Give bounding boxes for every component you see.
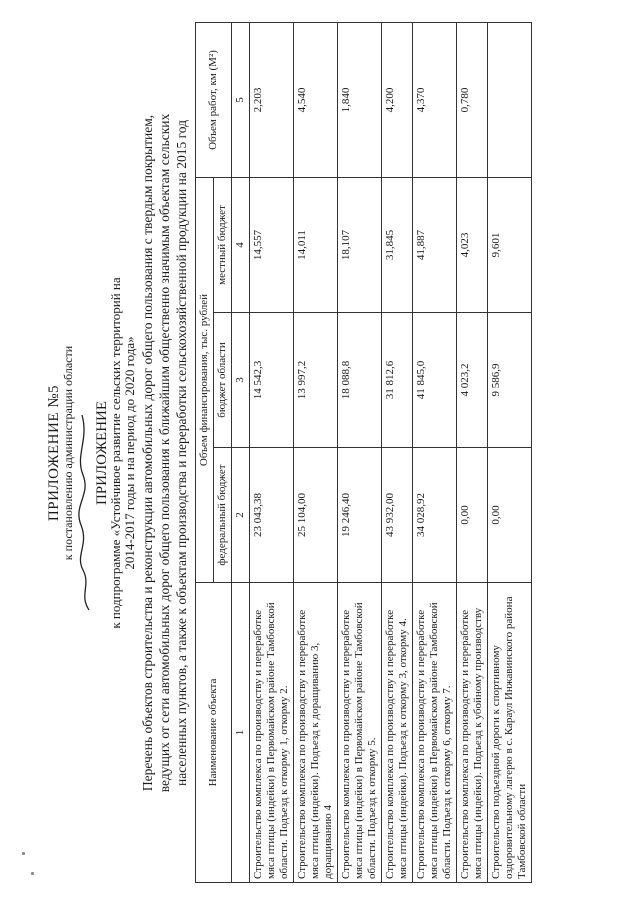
local-budget: 41,887 xyxy=(413,177,457,312)
header-federal: федеральный бюджет xyxy=(214,448,232,583)
scan-speck xyxy=(22,852,25,855)
regional-budget: 14 542,3 xyxy=(250,313,294,448)
regional-budget: 31 812,6 xyxy=(382,313,413,448)
federal-budget: 19 246,40 xyxy=(338,448,382,583)
objects-table xyxy=(195,22,532,883)
header-regional: бюджет области xyxy=(214,313,232,448)
subprogram-line-1: к подпрограмме «Устойчивое развитие сельских территорий на xyxy=(108,277,123,629)
regional-budget: 9 586,9 xyxy=(488,313,532,448)
column-number: 2 xyxy=(232,448,250,583)
federal-budget: 34 028,92 xyxy=(413,448,457,583)
table-row xyxy=(413,22,457,882)
subprogram-line-2: 2014-2017 годы и на период до 2020 года» xyxy=(122,336,137,570)
local-budget: 9,601 xyxy=(488,177,532,312)
decree-reference: к постановлению администрации области xyxy=(61,345,75,561)
column-number: 1 xyxy=(232,583,250,883)
table-row xyxy=(457,22,488,882)
regional-budget: 41 845,0 xyxy=(413,313,457,448)
object-name: Строительство подъездной дороги к спортивному оздоровительному лагерю в с. Караул Инжавинского района Тамбовской области xyxy=(488,583,532,883)
intro-line: населенных пунктов, а также к объектам производства и переработки сельскохозяйственной продукции на 2015 год xyxy=(174,120,189,787)
federal-budget: 25 104,00 xyxy=(294,448,338,583)
table-row xyxy=(382,22,413,882)
object-name: Строительство комплекса по производству и переработке мяса птицы (индейки) в Первомайском районе Тамбовской области. Подъезд к откорму 1, откорму 2. xyxy=(250,583,294,883)
local-budget: 18,107 xyxy=(338,177,382,312)
column-number: 3 xyxy=(232,313,250,448)
federal-budget: 0,00 xyxy=(457,448,488,583)
work-volume: 0,780 xyxy=(457,22,488,177)
work-volume: 4,540 xyxy=(294,22,338,177)
handwritten-signature xyxy=(77,405,93,615)
object-name: Строительство комплекса по производству и переработке мяса птицы (индейки) в Первомайском районе Тамбовской области. Подъезд к откорму 6, откорму 7. xyxy=(413,583,457,883)
regional-budget: 13 997,2 xyxy=(294,313,338,448)
table-row xyxy=(294,22,338,882)
object-name: Строительство комплекса по производству и переработке мяса птицы (индейки) в Первомайском районе Тамбовской области. Подъезд к откорму 5. xyxy=(338,583,382,883)
document-header xyxy=(47,23,137,883)
table-row xyxy=(338,22,382,882)
document-intro xyxy=(139,23,190,883)
local-budget: 14,011 xyxy=(294,177,338,312)
rotated-content xyxy=(47,23,597,883)
column-number: 4 xyxy=(232,177,250,312)
table-row xyxy=(250,22,294,882)
federal-budget: 23 043,38 xyxy=(250,448,294,583)
local-budget: 14,557 xyxy=(250,177,294,312)
intro-line: Перечень объектов строительства и реконструкции автомобильных дорог общего пользования с твердым покрытием, xyxy=(140,114,155,792)
regional-budget: 4 023,2 xyxy=(457,313,488,448)
appendix-title: ПРИЛОЖЕНИЕ xyxy=(94,400,110,506)
header-funding: Объем финансирования, тыс. рублей xyxy=(196,177,214,582)
work-volume: 1,840 xyxy=(338,22,382,177)
object-name: Строительство комплекса по производству и переработке мяса птицы (индейки). Подъезд к доращиванию 3, доращиванию 4 xyxy=(294,583,338,883)
header-object-name: Наименование объекта xyxy=(196,583,232,883)
appendix-number: ПРИЛОЖЕНИЕ №5 xyxy=(46,384,62,522)
header-local: местный бюджет xyxy=(214,177,232,312)
column-number: 5 xyxy=(232,22,250,177)
object-name: Строительство комплекса по производству и переработке мяса птицы (индейки). Подъезд к убойному производству xyxy=(457,583,488,883)
intro-line: ведущих от сети автомобильных дорог общего пользования к ближайшим общественно значимым объектам сельских xyxy=(157,113,172,793)
regional-budget: 18 088,8 xyxy=(338,313,382,448)
work-volume: 2,203 xyxy=(250,22,294,177)
work-volume xyxy=(488,22,532,177)
federal-budget: 0,00 xyxy=(488,448,532,583)
work-volume: 4,370 xyxy=(413,22,457,177)
scan-speck xyxy=(31,872,34,875)
work-volume: 4,200 xyxy=(382,22,413,177)
federal-budget: 43 932,00 xyxy=(382,448,413,583)
header-volume: Объем работ, км (М²) xyxy=(196,22,232,177)
object-name: Строительство комплекса по производству и переработке мяса птицы (индейки). Подъезд к откорму 3, откорму 4. xyxy=(382,583,413,883)
local-budget: 4,023 xyxy=(457,177,488,312)
table-row xyxy=(488,22,532,882)
local-budget: 31,845 xyxy=(382,177,413,312)
